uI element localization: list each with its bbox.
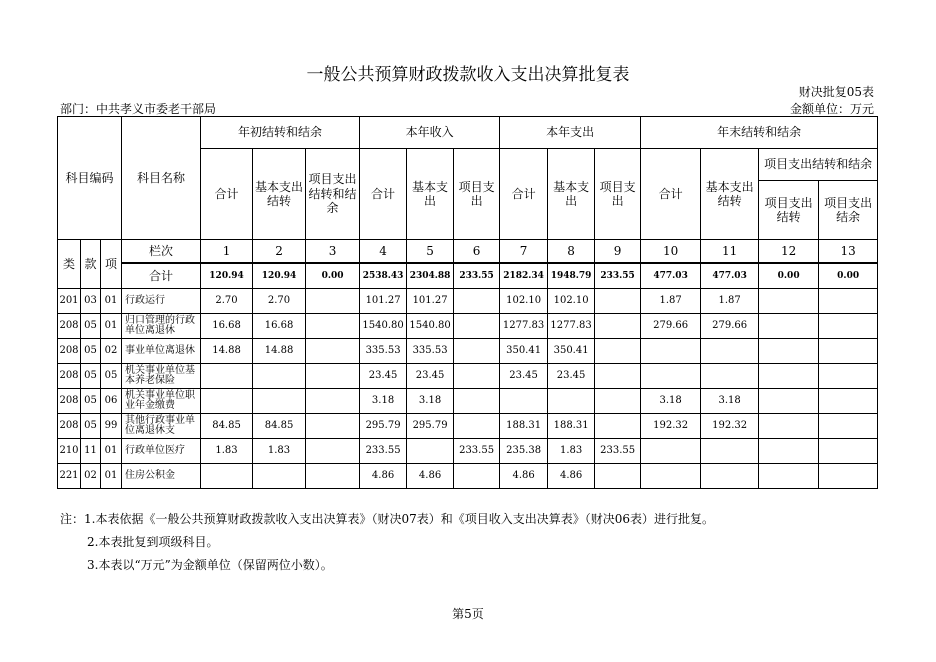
col-number: 12	[759, 240, 819, 264]
col-number: 1	[201, 240, 253, 264]
subject-name-cell: 行政运行	[122, 289, 201, 314]
amount-cell	[306, 439, 360, 464]
amount-cell	[701, 464, 759, 489]
total-cell: 120.94	[201, 263, 253, 289]
amount-cell: 1540.80	[360, 314, 407, 339]
amount-cell	[819, 339, 878, 364]
amount-cell: 4.86	[360, 464, 407, 489]
header-begin-balance: 年初结转和结余	[201, 117, 360, 149]
amount-cell: 188.31	[548, 414, 595, 439]
total-cell: 1948.79	[548, 263, 595, 289]
amount-cell: 335.53	[360, 339, 407, 364]
code-cell: 01	[101, 289, 122, 314]
header-end-project: 项目支出结转和结余	[759, 149, 878, 181]
amount-cell	[253, 464, 306, 489]
amount-cell	[306, 464, 360, 489]
col-number: 6	[454, 240, 500, 264]
header-end-project-surplus: 项目支出结余	[819, 181, 878, 240]
amount-cell: 4.86	[548, 464, 595, 489]
header-kuan: 款	[81, 240, 101, 289]
code-cell: 05	[81, 364, 101, 389]
code-cell: 01	[101, 314, 122, 339]
code-cell: 02	[81, 464, 101, 489]
subject-name-cell: 其他行政事业单位离退休支	[122, 414, 201, 439]
total-row	[58, 263, 878, 289]
note-1: 注：1.本表依据《一般公共预算财政拨款收入支出决算表》（财决07表）和《项目收入支出决算表》（财决06表）进行批复。	[60, 512, 714, 526]
amount-cell: 233.55	[360, 439, 407, 464]
col-number: 3	[306, 240, 360, 264]
code-cell: 06	[101, 389, 122, 414]
code-cell: 03	[81, 289, 101, 314]
code-cell: 210	[58, 439, 81, 464]
table-title: 一般公共预算财政拨款收入支出决算批复表	[306, 65, 630, 85]
subject-name-cell: 事业单位离退休	[122, 339, 201, 364]
subject-name-cell: 行政单位医疗	[122, 439, 201, 464]
amount-cell: 2.70	[253, 289, 306, 314]
amount-cell	[595, 339, 641, 364]
page-number: 第5页	[452, 607, 484, 621]
amount-cell	[701, 339, 759, 364]
code-cell: 01	[101, 439, 122, 464]
amount-cell	[595, 364, 641, 389]
amount-cell: 3.18	[641, 389, 701, 414]
col-number: 7	[500, 240, 548, 264]
col-number: 9	[595, 240, 641, 264]
header-end-total: 合计	[641, 149, 701, 240]
department-label: 部门：中共孝义市委老干部局	[60, 102, 217, 116]
amount-cell	[819, 289, 878, 314]
amount-cell: 1.83	[253, 439, 306, 464]
amount-cell	[701, 364, 759, 389]
amount-cell	[759, 364, 819, 389]
header-expense: 本年支出	[500, 117, 641, 149]
amount-cell	[641, 364, 701, 389]
amount-cell	[595, 389, 641, 414]
total-cell: 2304.88	[407, 263, 454, 289]
col-number: 5	[407, 240, 454, 264]
code-cell: 11	[81, 439, 101, 464]
amount-cell	[454, 364, 500, 389]
total-cell: 2182.34	[500, 263, 548, 289]
table-row	[58, 389, 878, 414]
amount-cell	[759, 339, 819, 364]
amount-cell: 1.87	[641, 289, 701, 314]
total-label: 合计	[122, 263, 201, 289]
approval-table	[57, 116, 878, 489]
amount-cell: 279.66	[701, 314, 759, 339]
amount-cell	[306, 414, 360, 439]
amount-cell	[253, 389, 306, 414]
header-expense-total: 合计	[500, 149, 548, 240]
amount-cell	[819, 464, 878, 489]
code-cell: 05	[81, 389, 101, 414]
amount-cell: 16.68	[201, 314, 253, 339]
amount-cell	[306, 314, 360, 339]
header-income-basic: 基本支出	[407, 149, 454, 240]
amount-cell: 188.31	[500, 414, 548, 439]
amount-cell	[454, 389, 500, 414]
amount-cell: 14.88	[253, 339, 306, 364]
amount-cell: 350.41	[500, 339, 548, 364]
amount-cell: 235.38	[500, 439, 548, 464]
amount-cell: 279.66	[641, 314, 701, 339]
code-cell: 01	[101, 464, 122, 489]
header-begin-total: 合计	[201, 149, 253, 240]
amount-cell: 101.27	[407, 289, 454, 314]
col-number: 2	[253, 240, 306, 264]
amount-cell: 192.32	[701, 414, 759, 439]
amount-cell: 84.85	[201, 414, 253, 439]
amount-cell: 1540.80	[407, 314, 454, 339]
amount-cell: 192.32	[641, 414, 701, 439]
amount-cell: 23.45	[500, 364, 548, 389]
amount-cell: 4.86	[407, 464, 454, 489]
subject-name-cell: 住房公积金	[122, 464, 201, 489]
amount-cell: 2.70	[201, 289, 253, 314]
note-2: 2.本表批复到项级科目。	[87, 535, 219, 549]
amount-cell	[407, 439, 454, 464]
code-cell: 05	[81, 414, 101, 439]
amount-cell	[306, 339, 360, 364]
total-cell: 0.00	[759, 263, 819, 289]
amount-cell	[201, 364, 253, 389]
subject-name-cell: 机关事业单位基本养老保险	[122, 364, 201, 389]
amount-cell: 84.85	[253, 414, 306, 439]
header-income: 本年收入	[360, 117, 500, 149]
amount-cell	[253, 364, 306, 389]
col-number: 8	[548, 240, 595, 264]
amount-cell	[759, 389, 819, 414]
amount-cell	[759, 414, 819, 439]
header-end-balance: 年末结转和结余	[641, 117, 878, 149]
amount-cell: 23.45	[360, 364, 407, 389]
amount-cell: 1277.83	[500, 314, 548, 339]
code-cell: 05	[101, 364, 122, 389]
header-income-total: 合计	[360, 149, 407, 240]
code-cell: 208	[58, 314, 81, 339]
table-row	[58, 289, 878, 314]
amount-cell: 23.45	[407, 364, 454, 389]
amount-cell	[595, 314, 641, 339]
amount-cell: 102.10	[500, 289, 548, 314]
amount-cell	[306, 364, 360, 389]
header-end-basic: 基本支出结转	[701, 149, 759, 240]
amount-cell: 101.27	[360, 289, 407, 314]
total-cell: 0.00	[819, 263, 878, 289]
amount-cell: 3.18	[407, 389, 454, 414]
table-row	[58, 339, 878, 364]
amount-cell	[454, 339, 500, 364]
amount-cell	[454, 414, 500, 439]
total-cell: 2538.43	[360, 263, 407, 289]
amount-cell: 16.68	[253, 314, 306, 339]
col-number: 4	[360, 240, 407, 264]
amount-cell	[548, 389, 595, 414]
amount-cell: 14.88	[201, 339, 253, 364]
amount-cell: 295.79	[407, 414, 454, 439]
form-number: 财决批复05表	[798, 85, 874, 99]
table-row	[58, 464, 878, 489]
amount-cell	[819, 314, 878, 339]
amount-cell	[641, 339, 701, 364]
amount-cell	[819, 439, 878, 464]
header-end-project-carry: 项目支出结转	[759, 181, 819, 240]
total-cell: 477.03	[701, 263, 759, 289]
note-3: 3.本表以“万元”为金额单位（保留两位小数）。	[87, 558, 333, 572]
amount-cell	[201, 389, 253, 414]
amount-cell	[595, 464, 641, 489]
amount-cell	[759, 289, 819, 314]
total-cell: 233.55	[454, 263, 500, 289]
header-lanci: 栏次	[122, 240, 201, 264]
amount-cell: 23.45	[548, 364, 595, 389]
table-row	[58, 414, 878, 439]
subject-name-cell: 归口管理的行政单位离退休	[122, 314, 201, 339]
table-row	[58, 439, 878, 464]
code-cell: 208	[58, 414, 81, 439]
total-cell: 120.94	[253, 263, 306, 289]
code-cell: 02	[101, 339, 122, 364]
amount-cell	[454, 289, 500, 314]
header-income-project: 项目支出	[454, 149, 500, 240]
amount-cell: 335.53	[407, 339, 454, 364]
header-expense-project: 项目支出	[595, 149, 641, 240]
amount-cell	[595, 414, 641, 439]
table-row	[58, 314, 878, 339]
amount-cell: 1277.83	[548, 314, 595, 339]
code-cell: 221	[58, 464, 81, 489]
code-cell: 208	[58, 389, 81, 414]
header-begin-basic: 基本支出结转	[253, 149, 306, 240]
amount-cell	[306, 389, 360, 414]
code-cell: 99	[101, 414, 122, 439]
amount-cell	[641, 439, 701, 464]
table-row	[58, 364, 878, 389]
subject-name-cell: 机关事业单位职业年金缴费	[122, 389, 201, 414]
col-number: 11	[701, 240, 759, 264]
header-xiang: 项	[101, 240, 122, 289]
amount-cell	[701, 439, 759, 464]
amount-cell: 233.55	[454, 439, 500, 464]
amount-cell: 102.10	[548, 289, 595, 314]
amount-cell: 4.86	[500, 464, 548, 489]
amount-cell	[306, 289, 360, 314]
amount-cell: 1.83	[201, 439, 253, 464]
amount-cell: 1.87	[701, 289, 759, 314]
amount-cell	[454, 314, 500, 339]
col-number: 13	[819, 240, 878, 264]
header-lei: 类	[58, 240, 81, 289]
amount-cell	[641, 464, 701, 489]
amount-cell: 350.41	[548, 339, 595, 364]
amount-cell: 233.55	[595, 439, 641, 464]
amount-cell	[759, 439, 819, 464]
header-name: 科目名称	[122, 117, 201, 240]
amount-cell: 3.18	[701, 389, 759, 414]
amount-cell	[500, 389, 548, 414]
total-cell: 0.00	[306, 263, 360, 289]
code-cell: 208	[58, 339, 81, 364]
col-number: 10	[641, 240, 701, 264]
amount-cell	[819, 364, 878, 389]
total-cell: 233.55	[595, 263, 641, 289]
amount-cell	[819, 389, 878, 414]
total-cell: 477.03	[641, 263, 701, 289]
amount-cell: 295.79	[360, 414, 407, 439]
amount-cell	[595, 289, 641, 314]
amount-cell: 1.83	[548, 439, 595, 464]
amount-cell	[454, 464, 500, 489]
amount-cell	[759, 464, 819, 489]
unit-label: 金额单位：万元	[789, 102, 874, 116]
header-begin-project: 项目支出结转和结余	[306, 149, 360, 240]
amount-cell	[759, 314, 819, 339]
amount-cell	[819, 414, 878, 439]
amount-cell: 3.18	[360, 389, 407, 414]
code-cell: 201	[58, 289, 81, 314]
code-cell: 208	[58, 364, 81, 389]
header-expense-basic: 基本支出	[548, 149, 595, 240]
code-cell: 05	[81, 339, 101, 364]
header-code: 科目编码	[58, 117, 122, 240]
code-cell: 05	[81, 314, 101, 339]
amount-cell	[201, 464, 253, 489]
